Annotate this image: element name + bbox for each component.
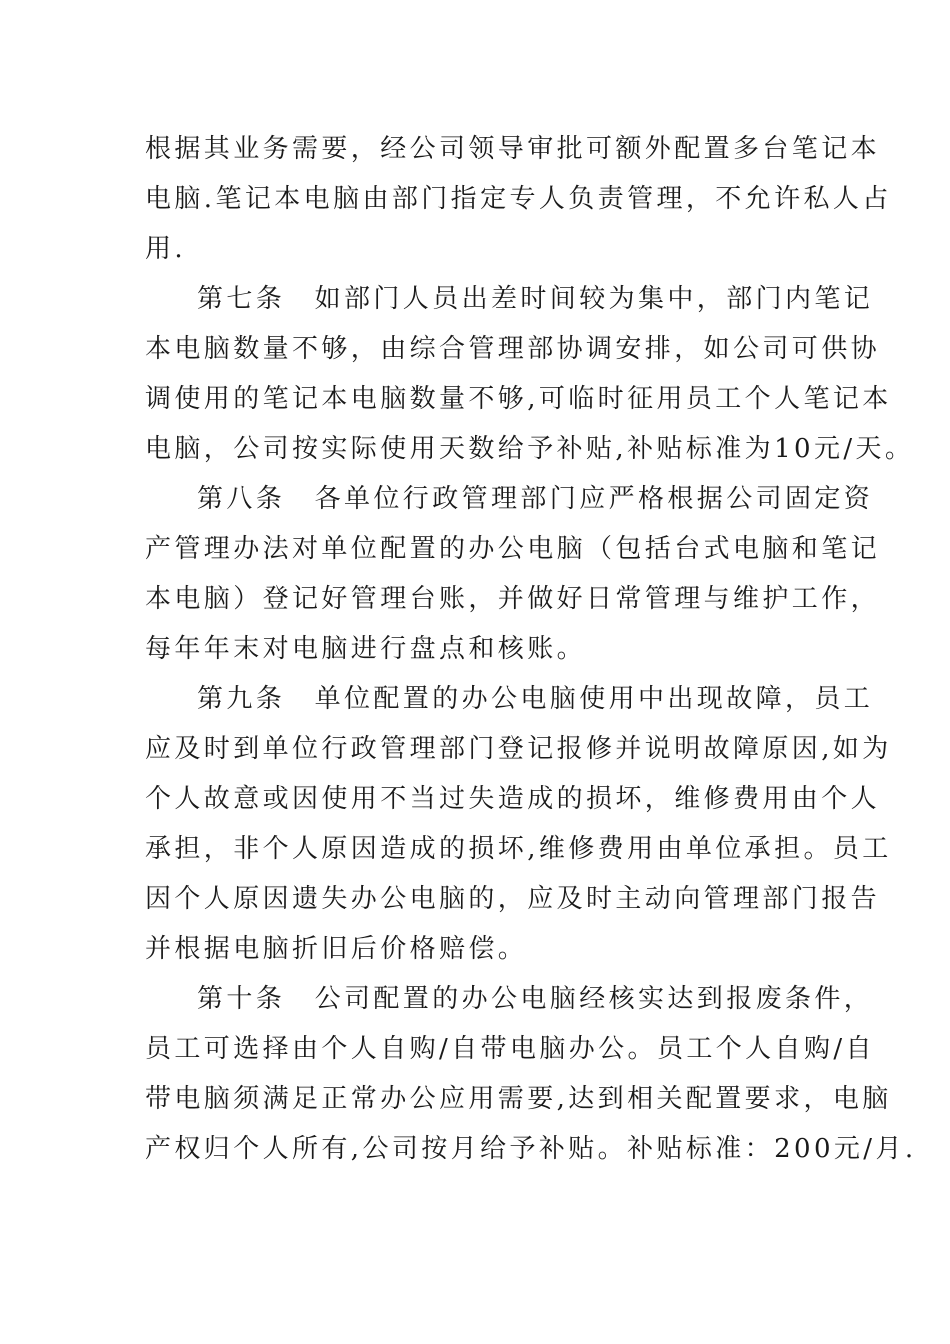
text-line: 个人故意或因使用不当过失造成的损坏，维修费用由个人 [145,784,881,814]
text-line: 应及时到单位行政管理部门登记报修并说明故障原因,如为 [145,734,892,764]
text-line: 本电脑）登记好管理台账，并做好日常管理与维护工作， [145,584,881,614]
text-line: 因个人原因遗失办公电脑的，应及时主动向管理部门报告 [145,884,881,914]
text-line: 电脑，公司按实际使用天数给予补贴,补贴标准为10元/天。 [145,434,915,464]
text-line: 产管理办法对单位配置的办公电脑（包括台式电脑和笔记 [145,534,881,564]
article-8-heading-line: 第八条 各单位行政管理部门应严格根据公司固定资 [197,484,874,514]
text-line: 根据其业务需要，经公司领导审批可额外配置多台笔记本 [145,134,881,164]
text-line: 承担，非个人原因造成的损坏,维修费用由单位承担。员工 [145,834,892,864]
text-line: 带电脑须满足正常办公应用需要,达到相关配置要求，电脑 [145,1084,892,1114]
text-line: 电脑.笔记本电脑由部门指定专人负责管理，不允许私人占 [145,184,892,214]
article-10-heading-line: 第十条 公司配置的办公电脑经核实达到报废条件， [197,984,874,1014]
text-line: 每年年末对电脑进行盘点和核账。 [145,634,587,664]
text-line: 并根据电脑折旧后价格赔偿。 [145,934,528,964]
article-9-heading-line: 第九条 单位配置的办公电脑使用中出现故障，员工 [197,684,874,714]
article-7-heading-line: 第七条 如部门人员出差时间较为集中，部门内笔记 [197,284,874,314]
text-line: 本电脑数量不够，由综合管理部协调安排，如公司可供协 [145,334,881,364]
text-line: 调使用的笔记本电脑数量不够,可临时征用员工个人笔记本 [145,384,892,414]
text-line: 产权归个人所有,公司按月给予补贴。补贴标准：200元/月. [145,1134,917,1164]
text-line: 员工可选择由个人自购/自带电脑办公。员工个人自购/自 [145,1034,875,1064]
text-line: 用. [145,234,187,264]
